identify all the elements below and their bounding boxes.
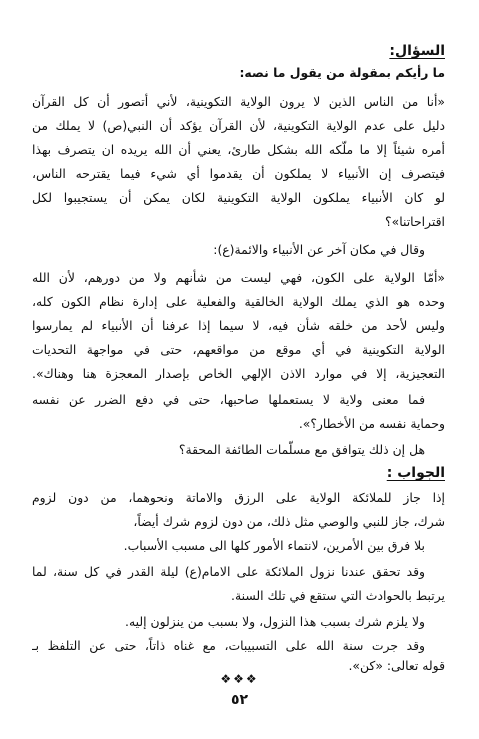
quote1-line-2: دليل على عدم الولاية التكوينية، لأن القرآن يؤكد أن النبي(ص) لا يملك من [32, 118, 445, 133]
answer-line-5: يرتبط بالحوادث التي ستقع في تلك السنة. [231, 588, 445, 603]
question-intro: ما رأيكم بمقولة من يقول ما نصه: [239, 65, 445, 80]
quote2-line-1: «أمّا الولاية على الكون، فهي ليست من شأنهم ولا من دورهم، لأن الله [32, 270, 445, 285]
question-final: هل إن ذلك يتوافق مع مسلّمات الطائفة المحقة؟ [178, 442, 425, 457]
answer-line-2: شرك، جاز للنبي والوصي مثل ذلك، من دون لزوم شرك أيضاً، [133, 514, 445, 529]
follow-line-2: وحماية نفسه من الأخطار؟». [298, 416, 445, 431]
answer-line-4: وقد تحقق عندنا نزول الملائكة على الامام(ع) ليلة القدر في كل سنة، لما [32, 564, 425, 579]
quote2-line-4: الولاية التكوينية في أي موقع من مواقعهم، حتى في مواجهة التحديات [32, 342, 445, 357]
answer-line-6: ولا يلزم شرك بسبب هذا النزول، ولا بسبب من ينزلون إليه. [125, 614, 425, 629]
answer-line-7: وقد جرت سنة الله على التسبيبات، مع غناه ذاتاً، حتى عن التلفظ بـ [32, 638, 425, 653]
quote1-line-1: «أنا من الناس الذين لا يرون الولاية التكوينية، لأني أتصور أن كل القرآن [32, 94, 445, 109]
quote1-line-6: اقتراحاتنا»؟ [385, 214, 445, 229]
quote1-line-4: فيتصرف إن الأنبياء لا يملكون أن يقدموا أي شيء فيما يقترحه الناس، [32, 166, 445, 181]
quote2-line-3: وليس لأحد من خلقه شأن فيه، لا سيما إذا عرفنا أن الأنبياء لم يمارسوا [32, 318, 445, 333]
follow-line-1: فما معنى ولاية لا يستعملها صاحبها، حتى في دفع الضرر عن نفسه [32, 392, 425, 407]
answer-heading: الجواب : [386, 465, 445, 481]
section-divider: ❖❖❖ [220, 672, 259, 686]
answer-line-8: قوله تعالى: «كن». [348, 658, 445, 673]
quote1-line-5: لو كان الأنبياء يملكون الولاية التكوينية لكان يمكن أن يستجيبوا لكل [32, 190, 445, 205]
question-intro-2: وقال في مكان آخر عن الأنبياء والائمة(ع): [213, 242, 425, 257]
answer-line-1: إذا جاز للملائكة الولاية على الرزق والاماتة ونحوهما، من دون لزوم [32, 490, 445, 505]
question-heading: السؤال: [389, 43, 445, 59]
answer-line-3: بلا فرق بين الأمرين، لانتماء الأمور كلها الى مسبب الأسباب. [123, 538, 425, 553]
quote1-line-3: أمره شيئاً إلا ما ملّكه الله بشكل طارئ، يعني أن الله يريده ان يتصرف بهذا [32, 142, 445, 157]
page-number: ٥٢ [230, 692, 249, 708]
quote2-line-2: وحده هو الذي يملك الولاية الخالقية والفعلية على إدارة نظام الكون كله، [32, 294, 445, 309]
quote2-line-5: التعجيزية، إلا في موارد الاذن الإلهي الخاص بإصدار المعجزة هنا وهناك». [32, 366, 445, 381]
